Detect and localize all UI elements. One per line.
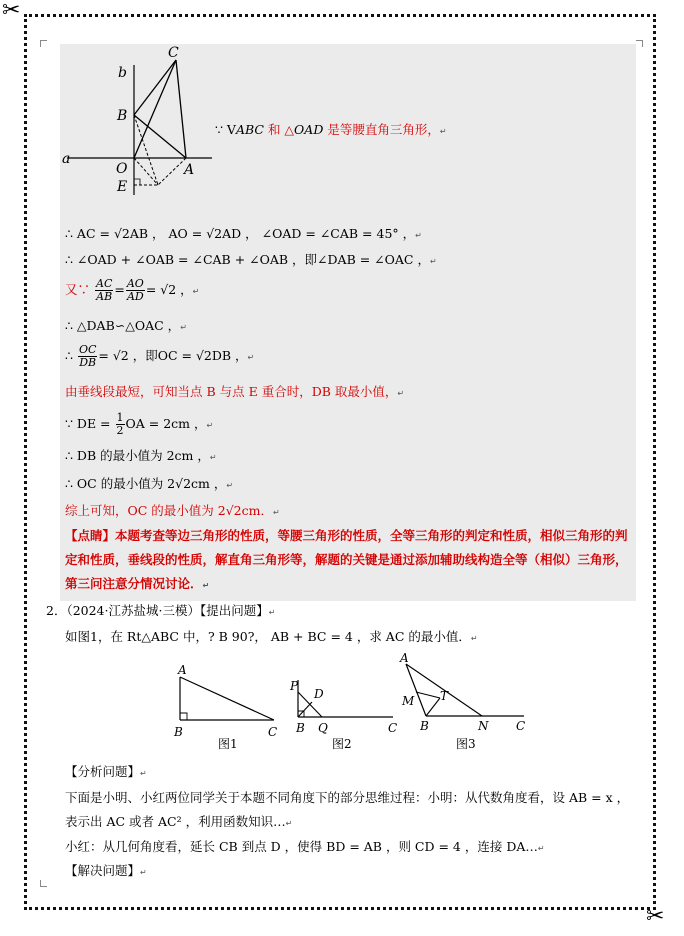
- text-line: ∴ AC = √2AB ， AO = √2AD ， ∠OAD = ∠CAB = 45° ，↵: [65, 226, 422, 241]
- text-line: 又∵ $\frac{AC}{AB}$ = $\frac{AO}{AD}$ = √2 ，↵: [65, 277, 200, 303]
- text-line: ∴ $\frac{OC}{DB}$ = √2 ，即OC = √2DB ，↵: [65, 343, 255, 369]
- svg-text:C: C: [268, 725, 278, 739]
- svg-text:M: M: [402, 694, 415, 708]
- svg-text:C: C: [388, 721, 398, 735]
- text-line: ∵ DE = $\frac{1}{2}$ OA = 2cm ，↵: [65, 411, 214, 437]
- text-line: 综上可知，OC 的最小值为 2√2cm．↵: [65, 503, 280, 518]
- figure-2: [288, 670, 398, 760]
- svg-text:Q: Q: [318, 721, 328, 735]
- text-line: ∵ VABC 和 △OAD 是等腰直角三角形，↵: [215, 122, 447, 137]
- figure-3: [398, 650, 538, 750]
- comment-paragraph: 【点睛】本题考查等边三角形的性质，等腰三角形的性质，全等三角形的判定和性质，相似三角形的判定和性质，垂线段的性质，解直角三角形等，解题的关键是通过添加辅助线构造全等（相似）三角形，第三问注意分情况讨论．↵: [65, 528, 628, 591]
- problem-number: 2．: [46, 603, 67, 618]
- figure-caption: 图2: [332, 737, 352, 751]
- corner-mark: [40, 880, 47, 887]
- label-a: a: [62, 151, 71, 167]
- svg-text:A: A: [400, 651, 409, 665]
- svg-text:D: D: [314, 687, 324, 701]
- problem-heading: 2．（2024·江苏盐城·三模）【提出问题】↵: [46, 603, 276, 618]
- section-heading: 【分析问题】↵: [65, 764, 147, 779]
- text-line: ∴ △DAB∽△OAC ，↵: [65, 318, 187, 333]
- text-line: 小红：从几何角度看，延长 CB 到点 D ，使得 BD = AB ，则 CD = 4 ，连接 DA…↵: [65, 839, 545, 854]
- svg-text:B: B: [296, 721, 305, 735]
- problem-statement: 如图1，在 Rt△ABC 中，? B 90?， AB + BC = 4 ，求 AC 的最小值．↵: [65, 629, 478, 644]
- scissors-icon: ✂: [2, 0, 21, 23]
- svg-text:B: B: [174, 725, 183, 739]
- text-line: 由垂线段最短，可知当点 B 与点 E 重合时，DB 取最小值，↵: [65, 384, 405, 399]
- label-E: E: [117, 179, 128, 195]
- text-line: ∴ ∠OAD + ∠OAB = ∠CAB + ∠OAB ，即∠DAB = ∠OAC ，↵: [65, 252, 437, 267]
- svg-text:N: N: [478, 719, 489, 733]
- geometry-figure-axes: [62, 45, 212, 195]
- svg-text:P: P: [290, 679, 299, 693]
- svg-text:A: A: [178, 663, 187, 677]
- label-b: b: [118, 65, 127, 81]
- text-line: ∴ OC 的最小值为 2√2cm ，↵: [65, 476, 234, 491]
- corner-mark: [40, 40, 47, 47]
- label-A: A: [184, 162, 195, 178]
- text-line: 下面是小明、小红两位同学关于本题不同角度下的部分思维过程：小明：从代数角度看，设 AB = x ，: [65, 790, 630, 805]
- label-B: B: [117, 108, 128, 124]
- figure-1: [172, 660, 282, 750]
- svg-text:T: T: [440, 689, 449, 703]
- svg-text:B: B: [420, 719, 429, 733]
- scissors-icon: ✂: [646, 904, 665, 929]
- label-C: C: [168, 45, 179, 61]
- comment-tag: 【点睛】: [65, 528, 116, 543]
- label-O: O: [116, 161, 128, 177]
- text-line: 表示出 AC 或者 AC² ，利用函数知识…↵: [65, 814, 293, 829]
- figure-caption: 图3: [456, 737, 476, 751]
- text-line: ∴ DB 的最小值为 2cm ，↵: [65, 448, 217, 463]
- figure-caption: 图1: [218, 737, 238, 751]
- section-heading: 【解决问题】↵: [65, 863, 147, 878]
- corner-mark: [636, 40, 643, 47]
- svg-text:C: C: [516, 719, 526, 733]
